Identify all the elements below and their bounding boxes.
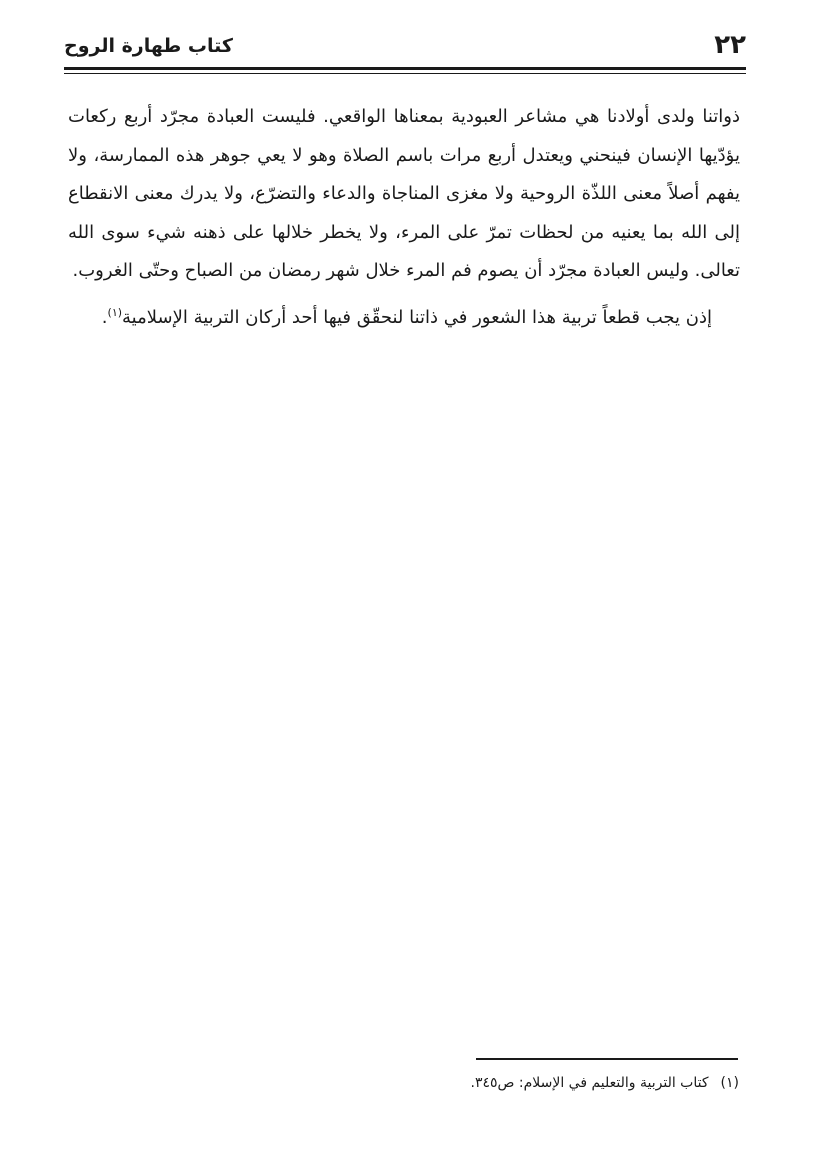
main-text bbox=[68, 98, 740, 337]
page-header bbox=[64, 26, 746, 66]
paragraph-2 bbox=[68, 299, 740, 338]
footnote-number: (١) bbox=[720, 1075, 739, 1091]
footnote-separator bbox=[476, 1058, 738, 1060]
footnote-reference[interactable]: (١) bbox=[107, 305, 123, 319]
paragraph-2-end: . bbox=[101, 306, 108, 328]
running-title: كتاب طهارة الروح bbox=[64, 35, 233, 57]
header-rule-thin bbox=[64, 73, 746, 74]
paragraph-1: ذواتنا ولدى أولادنا هي مشاعر العبودية بمعناها الواقعي. فليست العبادة مجرّد أربع ركعات يؤدّيها الإنسان فينحني ويعتدل أربع مرات باسم الصلاة وهو لا يعي جوهر هذه الممارسة، ولا يفهم أصلاً معنى اللذّة الروحية ولا مغزى المناجاة والدعاء والتضرّع، ولا يدرك معنى الانقطاع إلى الله بما يعنيه من لحظات تمرّ على المرء، ولا يخطر خلالها على ذهنه شيء سوى الله تعالى. وليس العبادة مجرّد أن يصوم فم المرء خلال شهر رمضان من الصباح وحتّى الغروب. bbox=[68, 106, 740, 281]
footnote bbox=[470, 1072, 739, 1094]
paragraph-2-text: إذن يجب قطعاً تربية هذا الشعور في ذاتنا لنحقّق فيها أحد أركان التربية الإسلامية bbox=[122, 306, 712, 328]
header-rule-thick bbox=[64, 67, 746, 70]
footnote-text: كتاب التربية والتعليم في الإسلام: ص٣٤٥. bbox=[470, 1075, 709, 1091]
page-number: ٢٢ bbox=[714, 30, 746, 60]
